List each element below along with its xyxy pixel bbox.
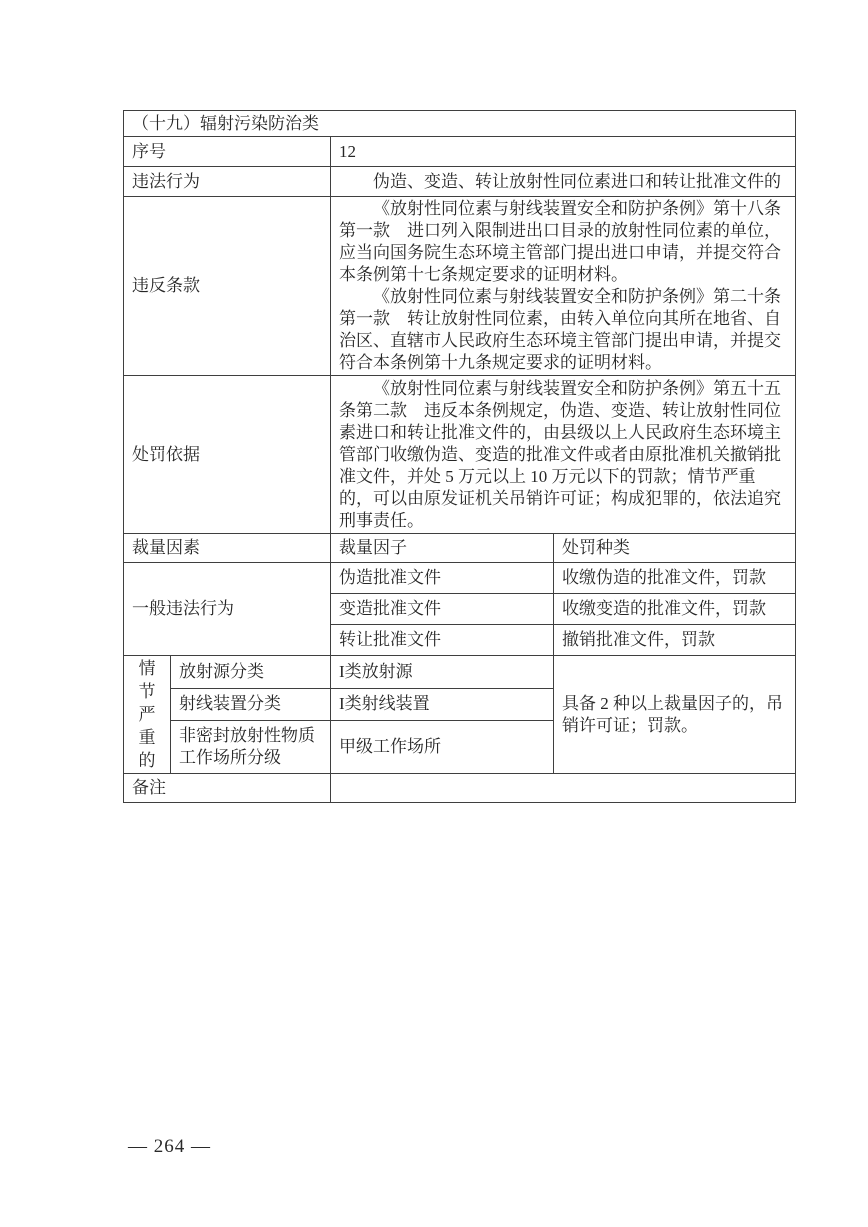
table-row-serial [124, 137, 796, 167]
penalty-basis-value-cell [331, 376, 796, 534]
serial-label-cell: 序号 [124, 137, 331, 167]
table-row-penalty-basis [124, 376, 796, 534]
serious-factor-cell-3: 甲级工作场所 [331, 721, 554, 774]
remarks-value-cell [331, 774, 796, 803]
serious-case-label-cell [124, 656, 171, 774]
serial-value-cell: 12 [331, 137, 796, 167]
serious-category-cell-2: 射线装置分类 [171, 688, 331, 721]
general-violation-label-cell: 一般违法行为 [124, 563, 331, 656]
factor-header-cell: 裁量因子 [331, 534, 554, 563]
factor-group-header-cell: 裁量因素 [124, 534, 331, 563]
penalty-basis-paragraph: 《放射性同位素与射线装置安全和防护条例》第五十五条第二款 违反本条例规定，伪造、变造、转让放射性同位素进口和转让批准文件的，由县级以上人民政府生态环境主管部门收缴伪造、变造的批准文件或者由原批准机关撤销批准文件，并处 5 万元以上 10 万元以下的罚款；情节严重的，可以由原发证机关吊销许可证；构成犯罪的，依法追究刑事责任。 [339, 378, 781, 530]
table-row-violated-clause [124, 197, 796, 376]
table-row-serious-1 [124, 656, 796, 689]
serious-category-cell-3: 非密封放射性物质工作场所分级 [171, 721, 331, 774]
general-factor-cell-2: 变造批准文件 [331, 594, 554, 625]
general-penalty-cell-3: 撤销批准文件，罚款 [554, 625, 796, 656]
general-factor-cell-1: 伪造批准文件 [331, 563, 554, 594]
table-row-category [124, 111, 796, 137]
penalty-type-header-cell: 处罚种类 [554, 534, 796, 563]
category-title-cell: （十九）辐射污染防治类 [124, 111, 796, 137]
serious-factor-cell-1: I类放射源 [331, 656, 554, 689]
general-penalty-cell-1: 收缴伪造的批准文件，罚款 [554, 563, 796, 594]
table-row-illegal-act [124, 167, 796, 197]
general-factor-cell-3: 转让批准文件 [331, 625, 554, 656]
table-row-factor-header [124, 534, 796, 563]
violated-clause-label-cell: 违反条款 [124, 197, 331, 376]
table-row-remarks [124, 774, 796, 803]
serious-case-vertical-label: 情节严重的 [138, 659, 156, 770]
serious-factor-cell-2: I类射线装置 [331, 688, 554, 721]
illegal-act-value-cell: 伪造、变造、转让放射性同位素进口和转让批准文件的 [331, 167, 796, 197]
remarks-label-cell: 备注 [124, 774, 331, 803]
serious-penalty-cell: 具备 2 种以上裁量因子的，吊销许可证；罚款。 [554, 656, 796, 774]
general-penalty-cell-2: 收缴变造的批准文件，罚款 [554, 594, 796, 625]
serious-category-cell-1: 放射源分类 [171, 656, 331, 689]
violated-clause-paragraph-1: 《放射性同位素与射线装置安全和防护条例》第十八条第一款 进口列入限制进出口目录的放射性同位素的单位，应当向国务院生态环境主管部门提出进口申请，并提交符合本条例第十七条规定要求的证明材料。 [339, 199, 781, 284]
penalty-basis-label-cell: 处罚依据 [124, 376, 331, 534]
page-number: — 264 — [128, 1136, 211, 1157]
table-row-general-1 [124, 563, 796, 594]
violated-clause-value-cell [331, 197, 796, 376]
penalty-discretion-table [123, 110, 796, 803]
violated-clause-paragraph-2: 《放射性同位素与射线装置安全和防护条例》第二十条第一款 转让放射性同位素，由转入单位向其所在地省、自治区、直辖市人民政府生态环境主管部门提出申请，并提交符合本条例第十九条规定要求的证明材料。 [339, 287, 781, 372]
illegal-act-label-cell: 违法行为 [124, 167, 331, 197]
